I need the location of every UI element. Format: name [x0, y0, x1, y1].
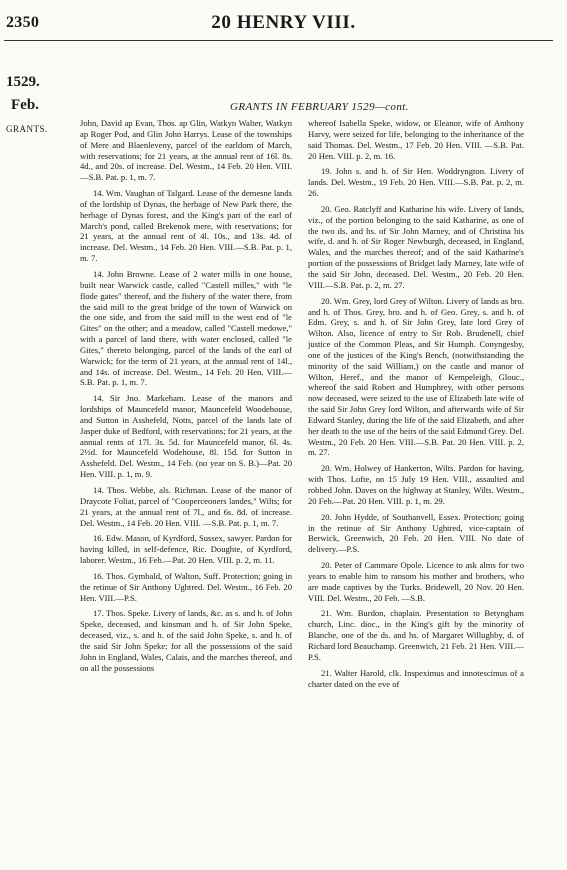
entry: 14. Sir Jno. Markeham. Lease of the manors and lordships of Mauncefeld manor, Mauncefeld Woodehouse, and Sutton in Asshefeld, Notts, parcel of the lands late of Jasper duke of Bedford, with reservations; for 21 years, at the annual rents of 17l. 3s. 5d. for Mauncefeld manor, 6l. 4s. 2½d. for Mauncefeld Wodehouse, 8l. 15d. for Sutton in Asshefeld. Del. Westm., 14 Feb. (no year on S. B.)—Pat. 20 Hen. VIII. p. 1, m. 9.: [80, 393, 292, 480]
left-column: [80, 118, 292, 679]
entry: whereof Isabella Speke, widow, or Eleanor, wife of Anthony Harvy, were seized for life, belonging to the inheritance of the said Thomas. Del. Westm., 17 Feb. 20 Hen. VIII. —S.B. Pat. 20 Hen. VIII. p. 2, m. 16.: [308, 118, 524, 161]
entry: 14. John Browne. Lease of 2 water mills in one house, built near Warwick castle, called "Castell milles," with "le flode gates" thereof, and the fishery of the water there, from the said mill to the great bridge of the town of Warwick on the one side, and from the said mill to the west end of "le Gites" on the other; and a meadow, called "Castell medowe," with a parcel of land there, with water enclosed, called "le Gites," thereto belonging, parcel of the lands of the earl of Warwick; for the term of 21 years, at the annual rent of 14l., and 14s. of increase. Del. Westm., 14 Feb. 20 Hen. VIII.—S.B. Pat. p. 1, m. 7.: [80, 268, 292, 388]
entry: 21. Walter Harold, clk. Inspeximus and innotescimus of a charter dated on the eve of: [308, 667, 524, 689]
running-title: 20 HENRY VIII.: [211, 12, 356, 33]
section-heading: GRANTS IN FEBRUARY 1529—cont.: [230, 101, 409, 113]
entry: 20. Wm. Grey, lord Grey of Wilton. Livery of lands as bro. and h. of Thos. Grey, bro. and h. of Geo. Grey, s. and h. of Edm. Grey, s. and h. of Sir John Grey, late lord Grey of Wilton. Also, licence of entry to Sir Rob. Brudenell, chief justice of the Common Pleas, and Sir Humph. Conyngesby, one of the justices of the King's Bench, (notwithstanding the minority of the said William,) on the castle and manor of Wilton, Heref., and the manor of Kempeleigh, Glouc., whereof the said Robert and Humphrey, with other persons now deceased, were seized to the use of Elizabeth late wife of the said Sir John Grey lord Wilton, and afterwards wife of Sir Edward Stanley, during the life of the said Elizabeth, and after her death to the use of the heirs of the said Edmund Grey. Del. Westm., 20 Feb. 20 Hen. VIII.—S.B. Pat. 20 Hen. VIII. p. 2, m. 27.: [308, 295, 524, 458]
page-number: 2350: [6, 14, 40, 31]
entry: 17. Thos. Speke. Livery of lands, &c. as s. and h. of John Speke, deceased, and kinsman and h. of Sir John Speke, deceased, viz., s. and h. of the said John Speke, s. and h. of the said Sir John Speke; for all the possessions of the said John in England, Wales, Calais, and the marches thereof, and on all the possessions: [80, 608, 292, 673]
entry: 20. John Hydde, of Southanvell, Essex. Protection; going in the retinue of Sir Anthony Ughtred, vice-captain of Berwick, Greenwich, 20 Feb. 20 Hen. VIII. No date of delivery.—P.S.: [308, 511, 524, 555]
entry: John, David ap Evan, Thos. ap Glin, Watkyn Walter, Watkyn ap Roger Pod, and Glin John Harrys. Lease of the townships of Mere and Blaenleveny, parcel of the earldom of March, with reservations; for 21 years, at the annual rent of 16l. 8s. 4d., and 20s. of increase. Del. Westm., 14 Feb. 20 Hen. VIII. —S.B. Pat. p. 1, m. 7.: [80, 118, 292, 183]
entry: 14. Wm. Vaughan of Talgard. Lease of the demesne lands of the lordship of Dynas, the herbage of New Park there, the herbage of Dynas forest, and the King's part of the earl of March's pond, called Brekenok mere, with reservations; for 21 years, at the annual rent of 4l. 10s., and 13s. 4d. of increase. Del. Westm., 14 Feb. 20 Hen. VIII.—S.B. Pat. p. 1, m. 7.: [80, 188, 292, 264]
header-rule: [4, 40, 553, 41]
entry: 14. Thos. Webbe, als. Richman. Lease of the manor of Draycote Foliat, parcel of "Cooperceoners landes," Wilts; for 21 years, at the annual rent of 7l., and 6s. 8d. of increase. Del. Westm., 14 Feb. 20 Hen. VIII. —S.B. Pat. p. 1, m. 7.: [80, 485, 292, 528]
entry: 19. John s. and h. of Sir Hen. Woddryngton. Livery of lands. Del. Westm., 19 Feb. 20 Hen. VIII.—S.B. Pat. p. 2, m. 26.: [308, 166, 524, 199]
margin-label: GRANTS.: [6, 124, 48, 134]
entry: 20. Geo. Ratclyff and Katharine his wife. Livery of lands, viz., of the portion belonging to the said Katharine, as one of the two ds. and hs. of Sir John Marney, and of Christina his wife, d. and h. of Sir Roger Newburgh, deceased, in England, Wales, and the marches thereof; and of the said Katharine's portion of the possessions of Bridget lady Marney, late wife of the said Sir John, deceased. Del. Westm., 20 Feb. 20 Hen. VIII.—S.B. Pat. p. 2, m. 27.: [308, 203, 524, 290]
right-column: [308, 118, 524, 694]
entry: 16. Thos. Gymbald, of Walton, Suff. Protection; going in the retinue of Sir Anthony Ughtred. Del. Westm., 16 Feb. 20 Hen. VIII.—P.S.: [80, 570, 292, 603]
entry: 20. Peter of Cammare Opole. Licence to ask alms for two years to enable him to ransom his mother and brothers, who are made captives by the Turks. Bridewell, 20 Nov. 20 Hen. VIII. Del. Westm., 20 Feb. —S.B.: [308, 560, 524, 603]
entry: 21. Wm. Burdon, chaplain. Presentation to Betyngham church, Linc. dioc., in the King's gift by the minority of Blanche, one of the ds. and hs. of Margaret Willughby, d. of Richard lord Beauchamp. Greenwich, 21 Feb. 21 Hen. VIII.—P.S.: [308, 608, 524, 662]
entry: 20. Wm. Holwey of Hankerton, Wilts. Pardon for having, with Thos. Lofte, on 15 July 19 Hen. VIII., assaulted and robbed John. Daves on the highway at Stanley, Wilts. Westm., 20 Feb.—Pat. 20 Hen. VIII. p. 1, m. 29.: [308, 463, 524, 506]
margin-month: Feb.: [11, 97, 39, 113]
entry: 16. Edw. Mason, of Kyrdford, Sussex, sawyer. Pardon for having killed, in self-defence, Ric. Doughte, of Kyrdford, laborer. Westm., 16 Feb.—Pat. 20 Hen. VIII. p. 2, m. 11.: [80, 533, 292, 566]
margin-year: 1529.: [6, 74, 40, 90]
